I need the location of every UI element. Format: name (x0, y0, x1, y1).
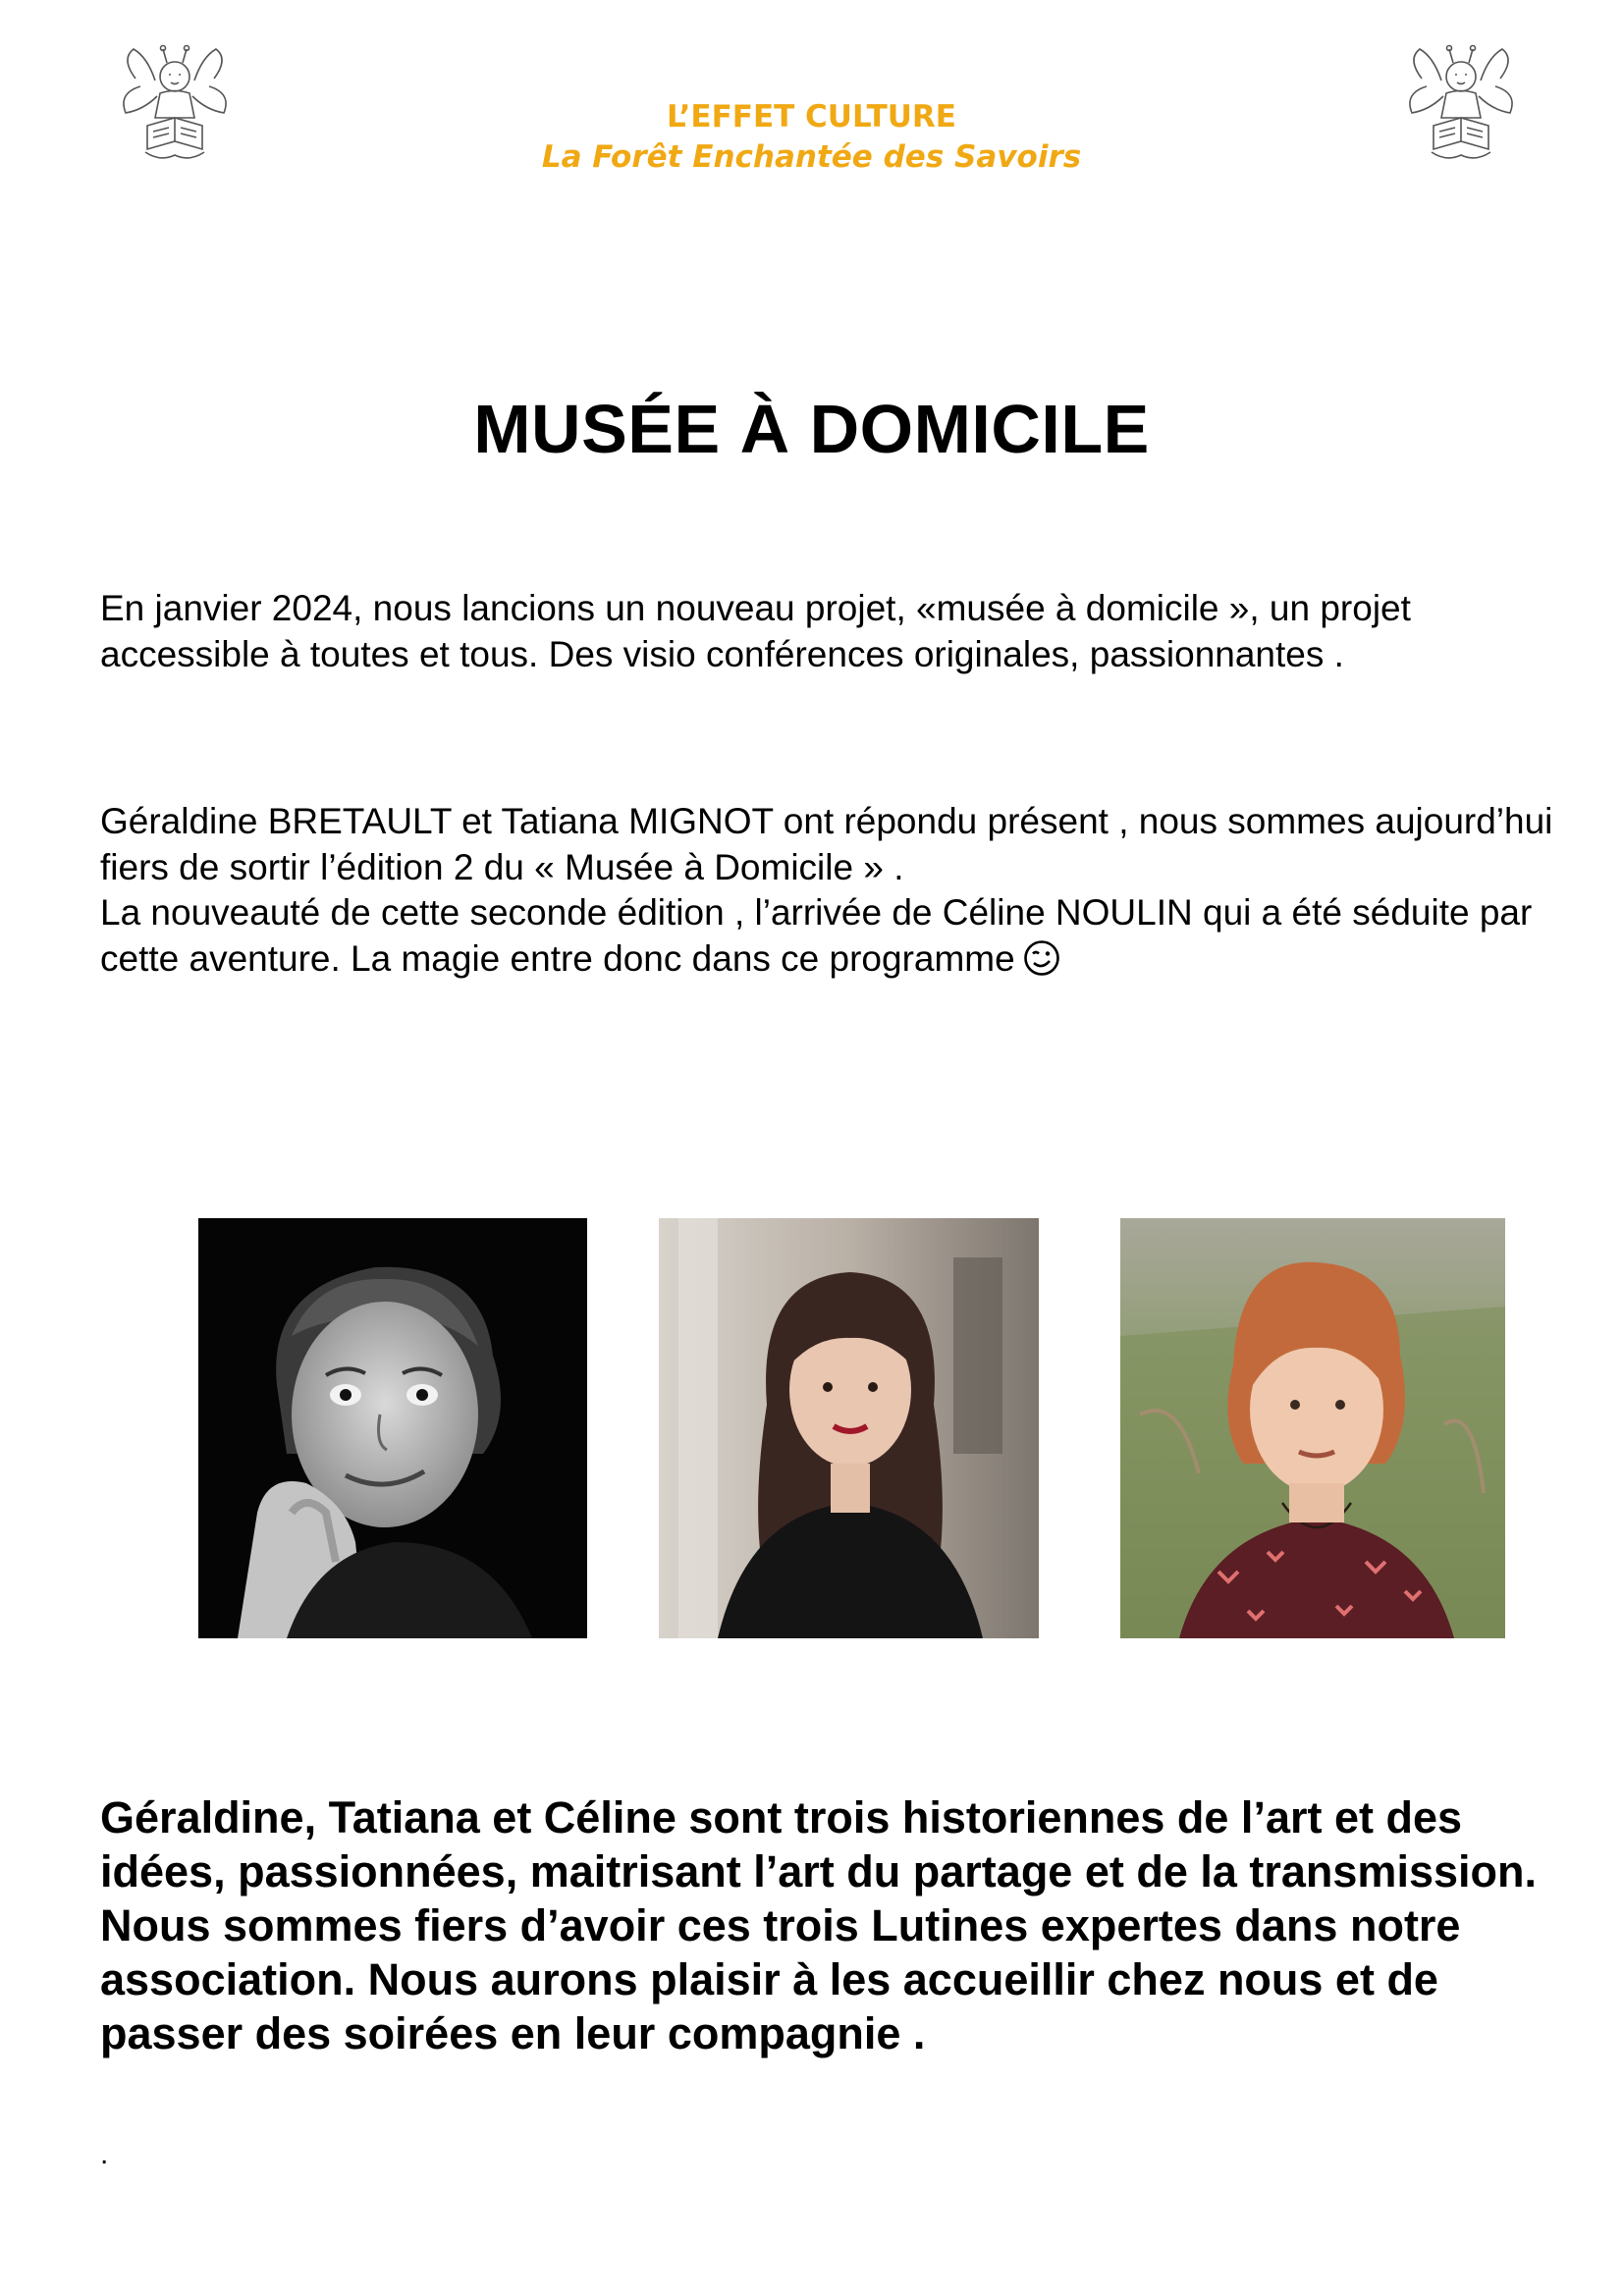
team-paragraph: Géraldine BRETAULT et Tatiana MIGNOT ont répondu présent , nous sommes aujourd’hui fiers de sortir l’édition 2 du « Musée à Domicile » . (100, 801, 1553, 887)
page-title: MUSÉE À DOMICILE (473, 391, 1150, 467)
brand-header (0, 98, 1623, 179)
winking-face-icon (1023, 939, 1060, 988)
portrait-photo-geraldine (198, 1218, 587, 1638)
closing-paragraph: Géraldine, Tatiana et Céline sont trois historiennes de l’art et des idées, passionnées, maitrisant l’art du partage et de la transmission. Nous sommes fiers d’avoir ces trois Lutines expertes dans notre association. Nous aurons plaisir à les accueillir chez nous et de passer des soirées en leur compagnie . (100, 1792, 1537, 2058)
novelty-text: La nouveauté de cette seconde édition , l’arrivée de Céline NOULIN qui a été séduite par cette aventure. La magie entre donc dans ce programme (100, 892, 1533, 979)
org-tagline: La Forêt Enchantée des Savoirs (541, 139, 1082, 175)
portrait-photo-tatiana (659, 1218, 1039, 1638)
intro-paragraph: En janvier 2024, nous lancions un nouveau projet, «musée à domicile », un projet accessible à toutes et tous. Des visio conférences originales, passionnantes . (100, 588, 1411, 674)
portrait-photo-celine (1120, 1218, 1505, 1638)
trailing-mark: . (100, 2138, 109, 2170)
org-name: L’EFFET CULTURE (667, 99, 956, 134)
novelty-paragraph (100, 889, 1553, 988)
